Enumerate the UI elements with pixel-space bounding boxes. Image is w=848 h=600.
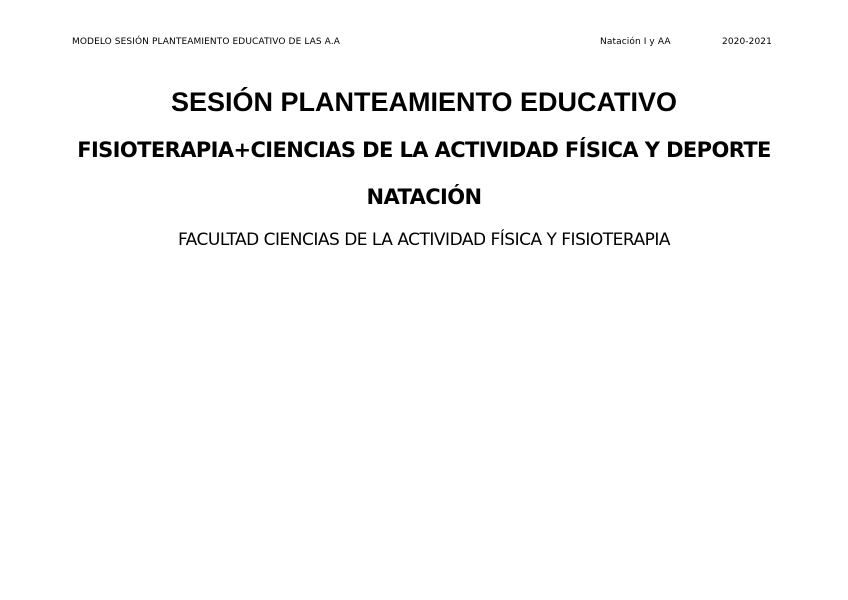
header-course: Natación I y AA: [600, 37, 671, 47]
document-faculty: FACULTAD CIENCIAS DE LA ACTIVIDAD FÍSICA Y FISIOTERAPIA: [177, 230, 671, 250]
document-title: SESIÓN PLANTEAMIENTO EDUCATIVO: [170, 87, 678, 117]
page-header: [0, 37, 848, 51]
header-model-title: MODELO SESIÓN PLANTEAMIENTO EDUCATIVO DE LAS A.A: [72, 37, 340, 47]
document-subtitle: FISIOTERAPIA+CIENCIAS DE LA ACTIVIDAD FÍSICA Y DEPORTE: [77, 138, 771, 162]
document-sport: NATACIÓN: [366, 185, 482, 209]
header-year: 2020-2021: [722, 37, 772, 47]
